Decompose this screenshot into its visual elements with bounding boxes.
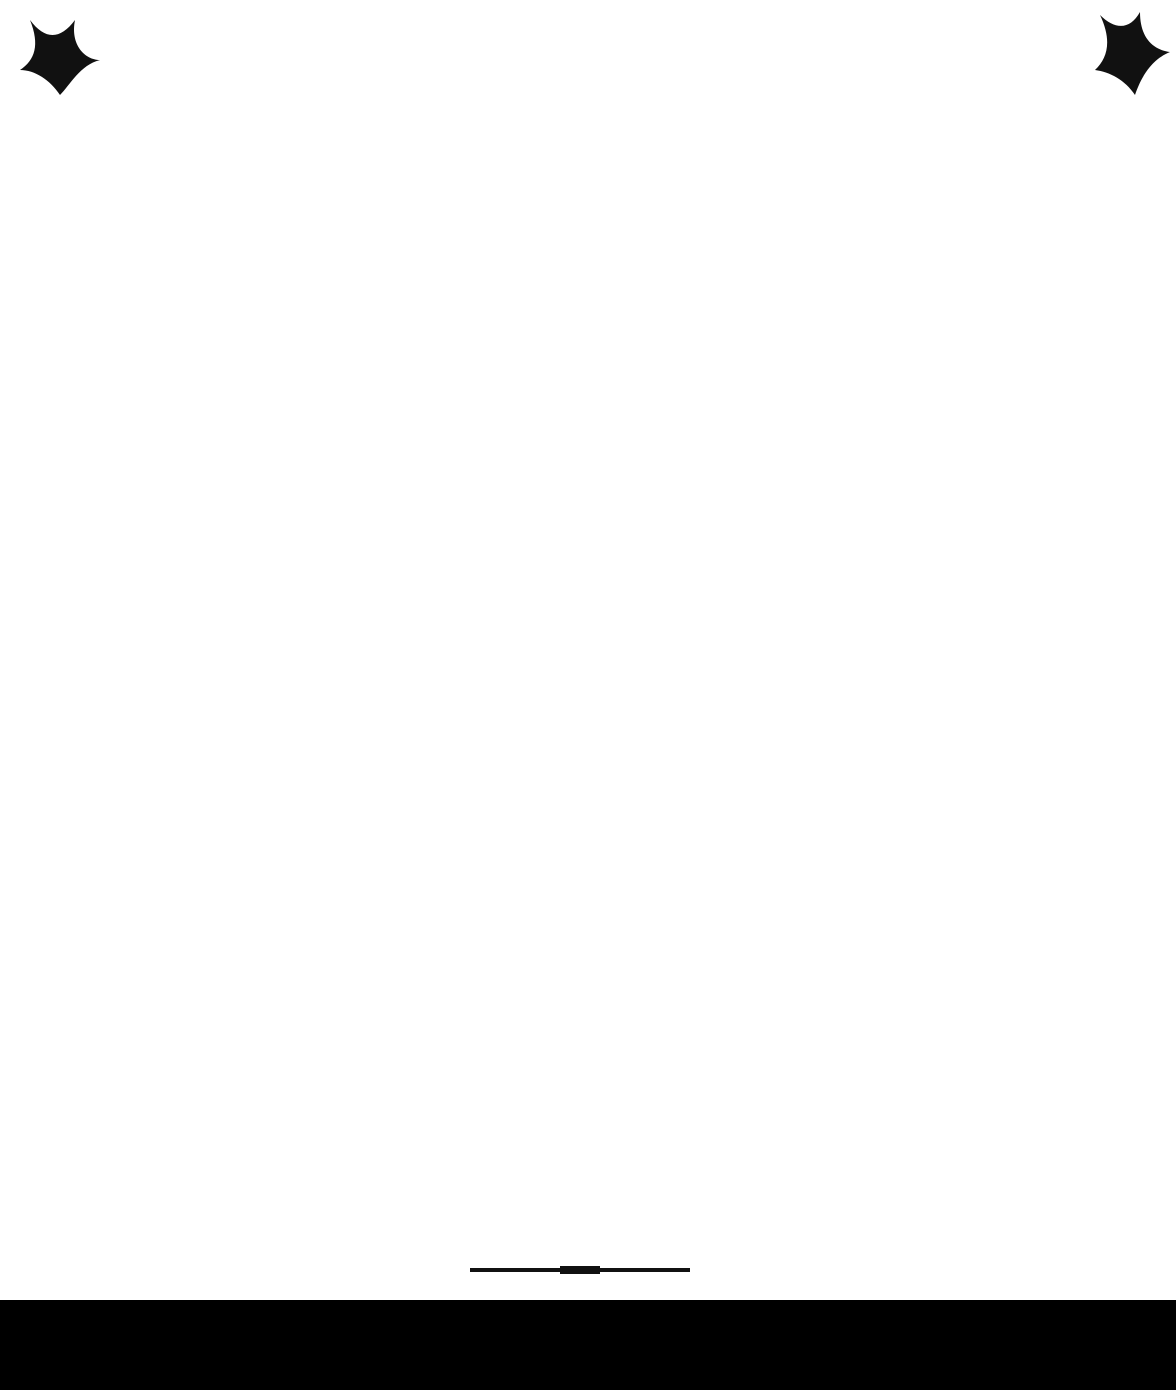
corner-leaf-right <box>1095 12 1170 95</box>
corner-leaf-left <box>20 20 100 95</box>
alamy-watermark <box>0 1300 1176 1390</box>
ornamental-rule <box>470 1266 690 1274</box>
